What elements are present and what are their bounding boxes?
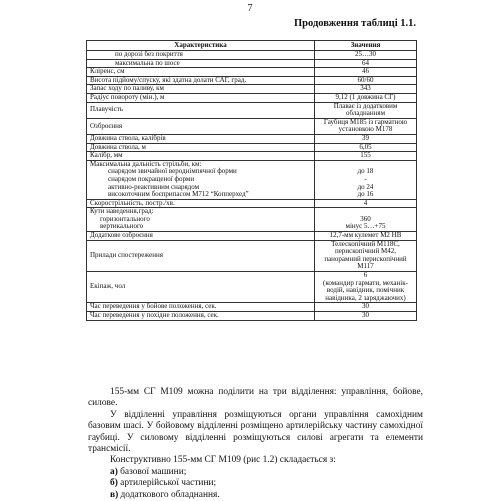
list-item-text: додаткового обладнання. [118,489,220,500]
table-row [87,152,417,161]
row-value-line: 6 [363,271,368,280]
row-value: 155 [315,152,417,161]
row-label: Калібр, мм [87,152,315,161]
list-item [88,467,423,478]
body-text [88,387,423,501]
row-value-line: (командир гармати, механік-водій, навідник, помічник навідника, 2 заряджаючих) [323,278,408,302]
row-label: Довжина ствола, калібрів [87,134,315,143]
page-number: 7 [247,3,253,14]
row-label: Кліренс, см [87,68,315,77]
table-row [87,208,417,232]
table-row [87,312,417,321]
table-row [87,134,417,143]
table-row [87,160,417,199]
list-item [88,490,423,501]
row-value-line: - [364,174,367,183]
row-value: 64 [315,59,417,68]
row-value: Гаубиця М185 із гарматною установкою М178 [315,118,417,134]
table-row [87,59,417,68]
row-label: Прилади спостереження [87,240,315,271]
header-characteristic: Характеристика [87,41,315,51]
row-label: Радіус повороту (мін.), м [87,93,315,102]
row-value: 60/60 [315,76,417,85]
row-label: Плавучість [87,102,315,118]
row-label-line: горизонтального [100,214,150,223]
table-row [87,272,417,303]
paragraph: 155-мм СГ М109 можна поділити на три відділення: управління, бойове, силове. [88,387,423,409]
row-value: 6,05 [315,143,417,152]
list-marker: а) [110,466,118,477]
header-value: Значення [315,41,417,51]
row-value: Плаває із додатковим обладнанням [315,102,417,118]
table-row [87,232,417,241]
table-row [87,85,417,94]
row-label: Скорострільність, постр./хв. [87,199,315,208]
row-value-line: до 16 [357,190,374,199]
row-value: 343 [315,85,417,94]
row-label: Час переведення у похідне положення, сек. [87,312,315,321]
row-value-line: до 18 [357,167,374,176]
row-value: 12,7-мм кулемет М2 НВ [315,232,417,241]
table-row [87,199,417,208]
row-value: 30 [315,303,417,312]
table-row [87,51,417,60]
row-label: Довжина ствола, м [87,143,315,152]
table-row [87,143,417,152]
table-row [87,240,417,271]
list-item-text: базової машини; [117,466,187,477]
row-label-line: Кути наведення,град: [90,207,154,216]
paragraph: У відділенні управління розміщуються органи управління самохідним базовим шасі. У бойовому відділенні розміщено артилерійську частину самохідної гаубиці. У силовому відділенні розміщуються силові агрегати та елементи трансмісії. [88,409,423,455]
spec-table [86,40,417,321]
table-caption: Продовження таблиці 1.1. [294,18,416,29]
table-row [87,76,417,85]
row-label: Висота підйому/спуску, які здатна долати САГ, град. [87,76,315,85]
row-label: Час переведення у бойове положення, сек. [87,303,315,312]
table-row [87,303,417,312]
row-label-line: активно-реактивним снарядом [108,182,200,191]
table-row [87,93,417,102]
row-value-multiline [315,272,417,303]
table-row [87,102,417,118]
list-item [88,478,423,489]
row-value: 25…30 [315,51,417,60]
row-label: по дорозі без покриття [87,51,315,60]
row-label: Екіпаж, чол [87,272,315,303]
row-label-multiline [87,208,315,232]
list-marker: б) [110,478,118,489]
row-value: 9,12 (1 довжина СГ) [315,93,417,102]
row-value-multiline [315,160,417,199]
row-value: 39 [315,134,417,143]
row-value-multiline [315,208,417,232]
row-label-multiline [87,160,315,199]
table-header-row [87,41,417,51]
row-value: 4 [315,199,417,208]
table-row [87,68,417,77]
row-label-line: снарядом звичайної вероднімпячної форми [108,167,237,176]
row-value-line: 360 [360,214,371,223]
row-value: Телескопічний М118С, перископічний М42, панорамний перископічний М117 [315,240,417,271]
row-label-line: Максимальна дальність стрільби, км: [90,160,202,168]
row-label-line: снарядом покращеної форми [108,174,195,183]
list-item-text: артилерійської частини; [117,478,217,489]
row-value-line: до 24 [357,182,374,191]
row-label-line: високоточним боєприпасом М712 “Копперхед” [108,190,249,199]
row-label: Додаткове озброєння [87,232,315,241]
paragraph: Конструктивно 155-мм СГ М109 (рис 1.2) складається з: [110,455,336,466]
list-marker: в) [110,489,119,500]
row-value: 46 [315,68,417,77]
row-label-line: вертикального [100,222,144,231]
row-label: Озброєння [87,118,315,134]
row-value: 30 [315,312,417,321]
table-row [87,118,417,134]
row-value-line: мінус 5…+75 [345,222,386,231]
row-label: Запас ходу по паливу, км [87,85,315,94]
row-label: максимальна по шосе [87,59,315,68]
